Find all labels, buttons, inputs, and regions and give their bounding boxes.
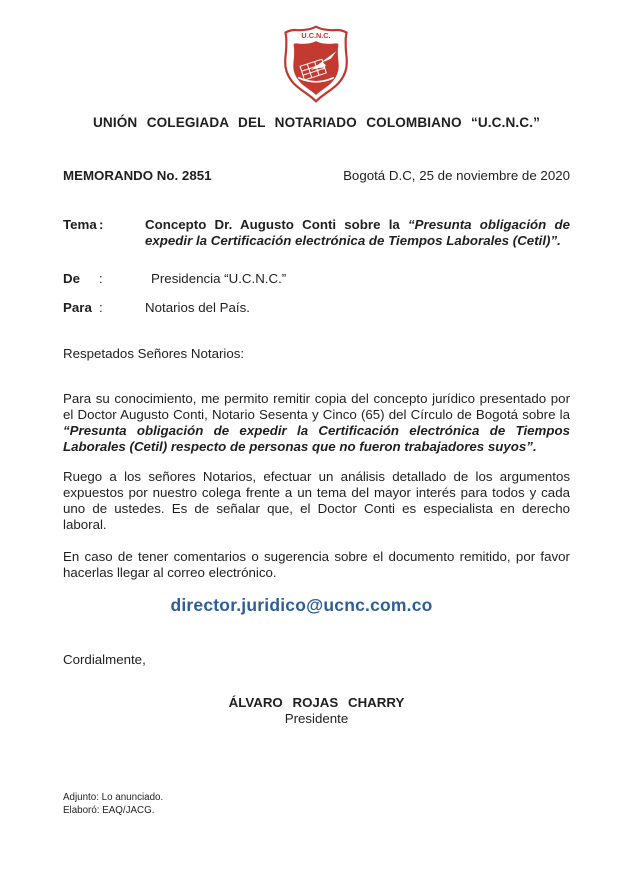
para-label: Para xyxy=(63,300,92,315)
logo-container xyxy=(0,0,632,103)
closing: Cordialmente, xyxy=(63,652,146,667)
de-value: Presidencia “U.C.N.C.” xyxy=(151,271,287,286)
crest-acronym-text: U.C.N.C. xyxy=(301,31,331,41)
memo-number: MEMORANDO No. 2851 xyxy=(63,168,212,183)
de-label: De xyxy=(63,271,80,286)
para-value: Notarios del País. xyxy=(145,300,250,315)
tema-label: Tema xyxy=(63,217,97,232)
signer-title: Presidente xyxy=(284,711,349,726)
footnote-attachment: Adjunto: Lo anunciado. xyxy=(63,792,164,803)
body-paragraph-1 xyxy=(63,391,570,455)
email-link[interactable]: director.juridico@ucnc.com.co xyxy=(170,595,433,615)
de-colon: : xyxy=(99,271,103,286)
footnote-prepared-by: Elaboró: EAQ/JACG. xyxy=(63,804,155,816)
meta-row-para xyxy=(63,300,570,316)
memo-date: Bogotá D.C, 25 de noviembre de 2020 xyxy=(343,168,570,183)
salutation: Respetados Señores Notarios: xyxy=(63,346,245,361)
footnotes xyxy=(63,792,163,817)
tema-value-lead: Concepto Dr. Augusto Conti sobre la xyxy=(145,217,409,232)
tema-value xyxy=(145,217,570,249)
paragraph-1-quote: “Presunta obligación de expedir la Certificación electrónica de Tiempos Laborales (Cetil) respecto de personas que no fueron trabajadores suyos”. xyxy=(63,423,570,454)
ucnc-crest-icon xyxy=(273,25,359,103)
tema-value-quote: “Presunta obligación de expedir la Certificación electrónica de Tiempos Laborales (Cetil)”. xyxy=(145,217,570,248)
body-paragraph-2: Ruego a los señores Notarios, efectuar un análisis detallado de los argumentos expuestos por nuestro colega frente a un tema del mayor interés para todos y cada uno de ustedes. Es de señalar que, el Doctor Conti es especialista en derecho laboral. xyxy=(63,469,570,532)
paragraph-1-lead: Para su conocimiento, me permito remitir copia del concepto jurídico presentado por el Doctor Augusto Conti, Notario Sesenta y Cinco (65) del Círculo de Bogotá sobre la xyxy=(63,391,570,422)
tema-colon: : xyxy=(99,217,104,232)
email-line xyxy=(63,595,570,616)
org-title: UNIÓN COLEGIADA DEL NOTARIADO COLOMBIANO “U.C.N.C.” xyxy=(93,115,540,130)
memo-header-row xyxy=(63,168,570,183)
meta-row-de xyxy=(63,271,570,287)
para-colon: : xyxy=(99,300,103,315)
body-paragraph-3: En caso de tener comentarios o sugerencia sobre el documento remitido, por favor hacerlas llegar al correo electrónico. xyxy=(63,549,570,580)
signer-name: ÁLVARO ROJAS CHARRY xyxy=(228,695,405,710)
meta-row-tema xyxy=(63,217,570,249)
